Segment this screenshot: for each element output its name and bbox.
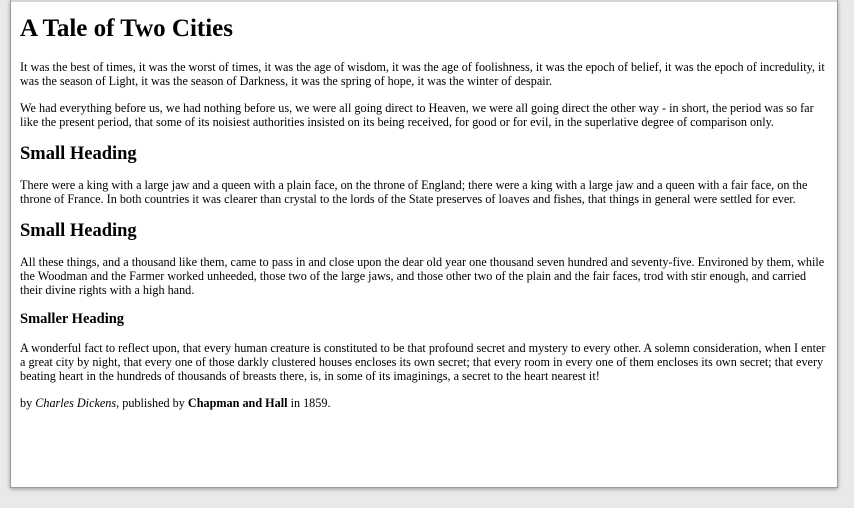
- paragraph-2: We had everything before us, we had nothing before us, we were all going direct to Heaven, we were all going direct the other way - in short, the period was so far like the present period, that some of its noisiest authorities insisted on its being received, for good or for evil, in the superlative degree of comparison only.: [20, 101, 814, 129]
- paragraph-1: It was the best of times, it was the worst of times, it was the age of wisdom, it was the age of foolishness, it was the epoch of belief, it was the epoch of incredulity, it was the season of Light, it was the season of Darkness, it was the spring of hope, it was the winter of despair.: [20, 60, 825, 88]
- byline: [20, 396, 828, 410]
- byline-prefix: by: [20, 396, 36, 410]
- byline-suffix: in 1859.: [287, 396, 331, 410]
- page-title: A Tale of Two Cities: [20, 15, 233, 42]
- byline-publisher-a: Chapman: [187, 396, 240, 410]
- paragraph-3: There were a king with a large jaw and a queen with a plain face, on the throne of England; there were a king with a large jaw and a queen with a fair face, on the throne of France. In both countries it was clearer than crystal to the lords of the State preserves of loaves and fishes, that things in general were settled for ever.: [20, 178, 808, 206]
- window-top-edge: [11, 0, 837, 2]
- document-body: [20, 14, 828, 423]
- byline-publisher-b: Hall: [265, 396, 288, 410]
- paragraph-4: All these things, and a thousand like them, came to pass in and close upon the dear old year one thousand seven hundred and seventy-five. Environed by them, while the Woodman and the Farmer worked unheeded, those two of the large jaws, and those other two of the plain and the fair faces, trod with stir enough, and carried their divine rights with a high hand.: [20, 255, 825, 297]
- browser-window: [10, 0, 838, 488]
- section-heading-2: Small Heading: [20, 221, 137, 241]
- section-heading-1: Small Heading: [20, 144, 137, 164]
- byline-author: Charles Dickens: [35, 396, 117, 410]
- paragraph-5: A wonderful fact to reflect upon, that every human creature is constituted to be that profound secret and mystery to every other. A solemn consideration, when I enter a great city by night, that every one of those darkly clustered houses encloses its own secret; that every room in every one of them encloses its own secret; that every beating heart in the hundreds of thousands of breasts there, is, in some of its imaginings, a secret to the heart nearest it!: [20, 341, 826, 383]
- byline-publisher-and: and: [239, 396, 266, 410]
- subsection-heading: Smaller Heading: [20, 311, 125, 327]
- byline-middle: , published by: [116, 396, 188, 410]
